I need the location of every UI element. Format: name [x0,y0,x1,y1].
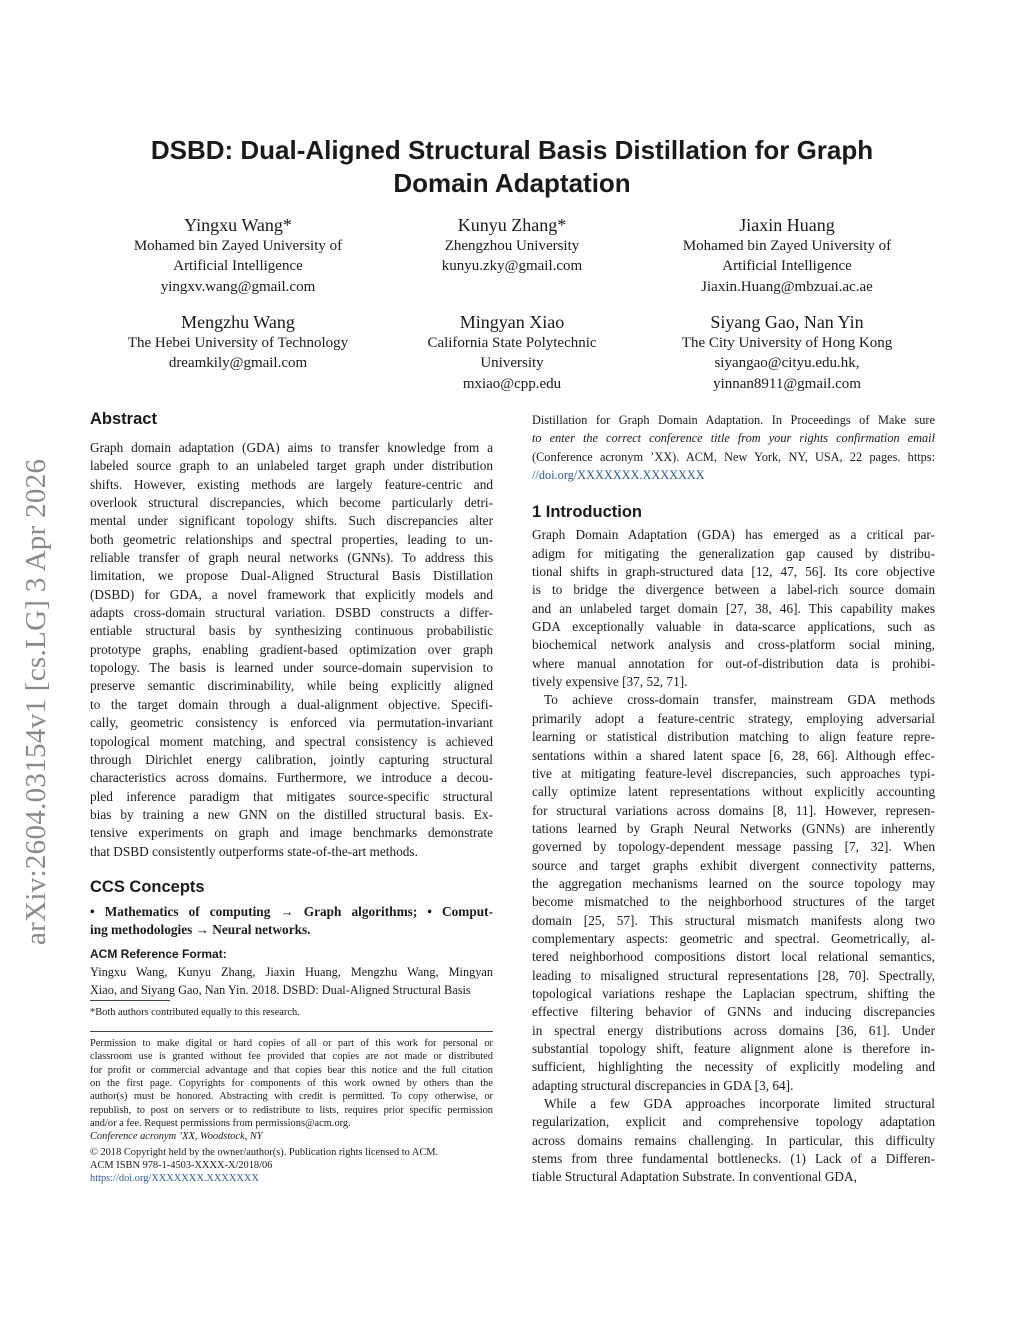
footnote [90,1006,493,1019]
intro-line: complementary aspects: geometric and spectral. Geometrically, al- [532,930,935,946]
intro-line: leading to misaligned structural representations [28, 70]. Spectrally, [532,967,935,983]
author-affiliation: Mohamed bin Zayed University of [133,238,343,254]
author-name: Jiaxin Huang [739,215,835,235]
author-affiliation: Zhengzhou University [444,238,580,254]
abstract-line: prototype graphs, enabling gradient-based optimization over graph [90,641,493,657]
author-2 [382,214,642,277]
permission-line: Permission to make digital or hard copies of all or part of this work for personal or [90,1038,493,1049]
intro-line: topological variations reshape the Laplacian spectrum, shifting the [532,985,935,1001]
permission-line: and/or a fee. Request permissions from permissions@acm.org. [90,1118,351,1130]
author-affiliation: The City University of Hong Kong [681,335,893,351]
conference-line: Conference acronym ’XX, Woodstock, NY [90,1131,263,1143]
permission-line: on the first page. Copyrights for components of this work owned by others than the [90,1078,493,1090]
acm-reference [90,963,493,1000]
abstract-line: topological moment matching, and spectral consistency is achieved [90,733,493,749]
introduction-heading: 1 Introduction [532,503,642,522]
author-email: Jiaxin.Huang@mbzuai.ac.ae [701,278,873,295]
intro-line: and an unlabeled target domain [27, 38, 46]. This capability makes [532,600,935,616]
acm-reference-continued [532,411,935,484]
intro-line: effective filtering behavior of GNNs and inducing discrepancies [532,1004,935,1020]
author-1 [108,214,368,297]
abstract-line: shifts. However, existing methods are largely feature-centric and [90,476,493,492]
intro-line: substantial topology shift, feature alignment alone is therefore in- [532,1041,935,1056]
intro-line: for structural variations across domains [8, 11]. However, represen- [532,802,935,818]
intro-line: To achieve cross-domain transfer, mainstream GDA methods [544,692,935,708]
intro-line: learning or statistical distribution matching to align feature repre- [532,729,935,745]
abstract-line: that DSBD consistently outperforms state-of-the-art methods. [90,843,418,859]
author-email: kunyu.zky@gmail.com [441,258,583,275]
intro-line: GDA exceptionally valuable in data-scarce applications, such as [532,619,935,635]
intro-line: tiable Structural Adaptation Substrate. In conventional GDA, [532,1169,857,1185]
introduction-paragraph [532,526,935,691]
permission-rule [90,1031,493,1032]
author-affiliation: Mohamed bin Zayed University of [682,238,892,254]
abstract-heading: Abstract [90,410,157,428]
intro-line: adapting structural discrepancies in GDA [3, 64]. [532,1077,794,1093]
acm-ref-line: to enter the correct conference title from your rights confirmation email [532,431,935,446]
ccs-line: • Mathematics of computing → Graph algorithms; • Comput- [90,903,493,919]
author-name: Kunyu Zhang* [457,215,567,235]
intro-line: tional shifts in graph-structured data [12, 47, 56]. Its core objective [532,564,935,580]
abstract-line: characteristics across domains. Furthermore, we introduce a decou- [90,770,493,786]
abstract-line: pled inference paradigm that mitigates source-specific structural [90,788,493,804]
isbn-line: ACM ISBN 978-1-4503-XXXX-X/2018/06 [90,1160,273,1172]
arxiv-identifier: arXiv:2604.03154v1 [cs.LG] 3 Apr 2026 [20,458,52,945]
title-line: DSBD: Dual-Aligned Structural Basis Distillation for Graph [150,135,874,165]
author-name: Siyang Gao, Nan Yin [710,312,864,332]
abstract-line: adapts cross-domain structural variation. DSBD constructs a differ- [90,605,493,621]
intro-line: sufficient, highlighting the necessity of explicitly modeling and [532,1059,935,1075]
acm-ref-line: Distillation for Graph Domain Adaptation. In Proceedings of Make sure [532,413,935,427]
author-3 [657,214,917,297]
author-email: yinnan8911@gmail.com [713,375,861,392]
title-line: Domain Adaptation [393,168,631,198]
permission-line: classroom use is granted without fee provided that copies are not made or distributed [90,1051,493,1063]
abstract-line: cally, geometric consistency is enforced via permutation-invariant [90,715,493,731]
intro-line: biochemical network analysis and cross-platform social mining, [532,637,935,653]
intro-line: in spectral energy distributions across domains [36, 61]. Under [532,1022,935,1038]
author-4 [108,311,368,374]
intro-line: is to bridge the divergence between a label-rich source domain [532,582,935,598]
paper-title [0,134,1024,200]
abstract-line: (DSBD) for GDA, a novel framework that explicitly models and [90,586,493,602]
author-affiliation: The Hebei University of Technology [127,335,349,351]
right-column [532,411,935,1187]
intro-line: where manual annotation for out-of-distribution data is prohibi- [532,655,935,671]
author-6 [657,311,917,394]
footnote-rule [90,1000,170,1001]
author-email: siyangao@cityu.edu.hk, [714,355,860,372]
permission-line: for profit or commercial advantage and that copies bear this notice and the full citation [90,1064,493,1076]
intro-line: tive at mitigating feature-level discrepancies, such approaches typi- [532,765,935,781]
intro-line: regularization, explicit and comprehensive topology adaptation [532,1114,935,1130]
abstract-line: overlook structural discrepancies, which become particularly detri- [90,495,493,511]
author-email: mxiao@cpp.edu [462,375,562,392]
intro-line: tations learned by Graph Neural Networks (GNNs) are inherently [532,820,935,836]
author-email: yingxv.wang@gmail.com [160,278,316,295]
author-name: Mengzhu Wang [181,312,295,332]
author-affiliation: Artificial Intelligence [722,258,852,275]
intro-line: governed by topology-dependent message passing [7, 32]. When [532,839,935,855]
author-affiliation: California State Polytechnic [427,335,597,351]
author-name: Yingxu Wang* [184,215,292,235]
intro-line: primarily adopt a feature-centric strategy, employing adversarial [532,710,935,726]
acm-ref-heading: ACM Reference Format: [90,946,227,961]
abstract-line: Graph domain adaptation (GDA) aims to transfer knowledge from a [90,440,493,455]
author-email: dreamkily@gmail.com [168,355,308,372]
acm-ref-line: (Conference acronym ’XX). ACM, New York, NY, USA, 22 pages. https: [532,449,935,464]
abstract-line: topology. The basis is learned under source-domain supervision to [90,660,493,676]
ccs-line: ing methodologies → Neural networks. [90,922,311,938]
permission-text [90,1037,493,1130]
abstract-line: labeled source graph to an unlabeled target graph under distribution [90,458,493,474]
permission-line: author(s) must be honored. Abstracting with credit is permitted. To copy otherwise, or [90,1091,493,1103]
abstract-line: preserve semantic discriminability, while being explicitly aligned [90,678,493,694]
permission-block [90,1037,493,1186]
intro-line: tively expensive [37, 52, 71]. [532,674,688,690]
intro-line: sentations within a shared latent space [6, 28, 66]. Although effec- [532,747,935,763]
footnote-text: *Both authors contributed equally to this research. [90,1007,300,1018]
abstract-line: bias by training a new GNN on the distilled structural basis. Ex- [90,806,493,822]
abstract-line: to the target domain through a dual-alignment objective. Specifi- [90,696,493,712]
abstract-line: both geometric relationships and spectral properties, leading to un- [90,531,493,547]
abstract-line: reliable transfer of graph neural networks (GNNs). To address this [90,550,493,566]
abstract-line: entiable structural basis by synthesizing continuous probabilistic [90,623,493,639]
left-column [90,407,493,999]
intro-line: across domains remains challenging. In particular, this difficulty [532,1132,935,1148]
intro-line: While a few GDA approaches incorporate limited structural [544,1096,935,1112]
abstract-body [90,439,493,861]
intro-line: domain [25, 57]. This structural mismatch manifests along two [532,912,935,928]
introduction-paragraph [532,1095,935,1187]
introduction-paragraph [532,691,935,1095]
intro-line: stems from three fundamental bottlenecks. (1) Lack of a Differen- [532,1151,935,1167]
author-affiliation: University [480,355,544,372]
intro-line: adigm for mitigating the generalization gap caused by distribu- [532,545,935,561]
doi-link[interactable]: https://doi.org/XXXXXXX.XXXXXXX [90,1173,259,1185]
intro-line: Graph Domain Adaptation (GDA) has emerged as a critical par- [532,527,935,543]
acm-ref-line: Xiao, and Siyang Gao, Nan Yin. 2018. DSBD: Dual-Aligned Structural Basis [90,982,471,997]
author-affiliation: Artificial Intelligence [173,258,303,275]
introduction-body [532,526,935,1186]
acm-ref-line: Yingxu Wang, Kunyu Zhang, Jiaxin Huang, Mengzhu Wang, Mingyan [90,964,493,979]
intro-line: cally optimize latent representations without explicitly accounting [532,784,935,800]
abstract-line: tensive experiments on graph and image benchmarks demonstrate [90,825,493,841]
copyright-line: © 2018 Copyright held by the owner/author(s). Publication rights licensed to ACM. [90,1146,439,1158]
acm-ref-line: //doi.org/XXXXXXX.XXXXXXX [532,468,705,483]
intro-line: become mismatched to the neighborhood structures of the target [532,894,935,910]
ccs-heading: CCS Concepts [90,877,205,896]
intro-line: the aggregation mechanisms learned on the source topology may [532,875,935,891]
permission-line: republish, to post on servers or to redistribute to lists, requires prior specific permission [90,1104,493,1116]
abstract-line: mental under significant topology shifts. Such discrepancies alter [90,513,493,529]
abstract-line: limitation, we propose Dual-Aligned Structural Basis Distillation [90,568,493,584]
author-name: Mingyan Xiao [459,312,565,332]
intro-line: tered neighborhood compositions distort local relational semantics, [532,949,935,965]
author-5 [382,311,642,394]
abstract-line: through Dirichlet energy calibration, jointly capturing structural [90,751,493,767]
ccs-concepts [90,903,493,940]
intro-line: source and target graphs exhibit divergent connectivity patterns, [532,857,935,873]
